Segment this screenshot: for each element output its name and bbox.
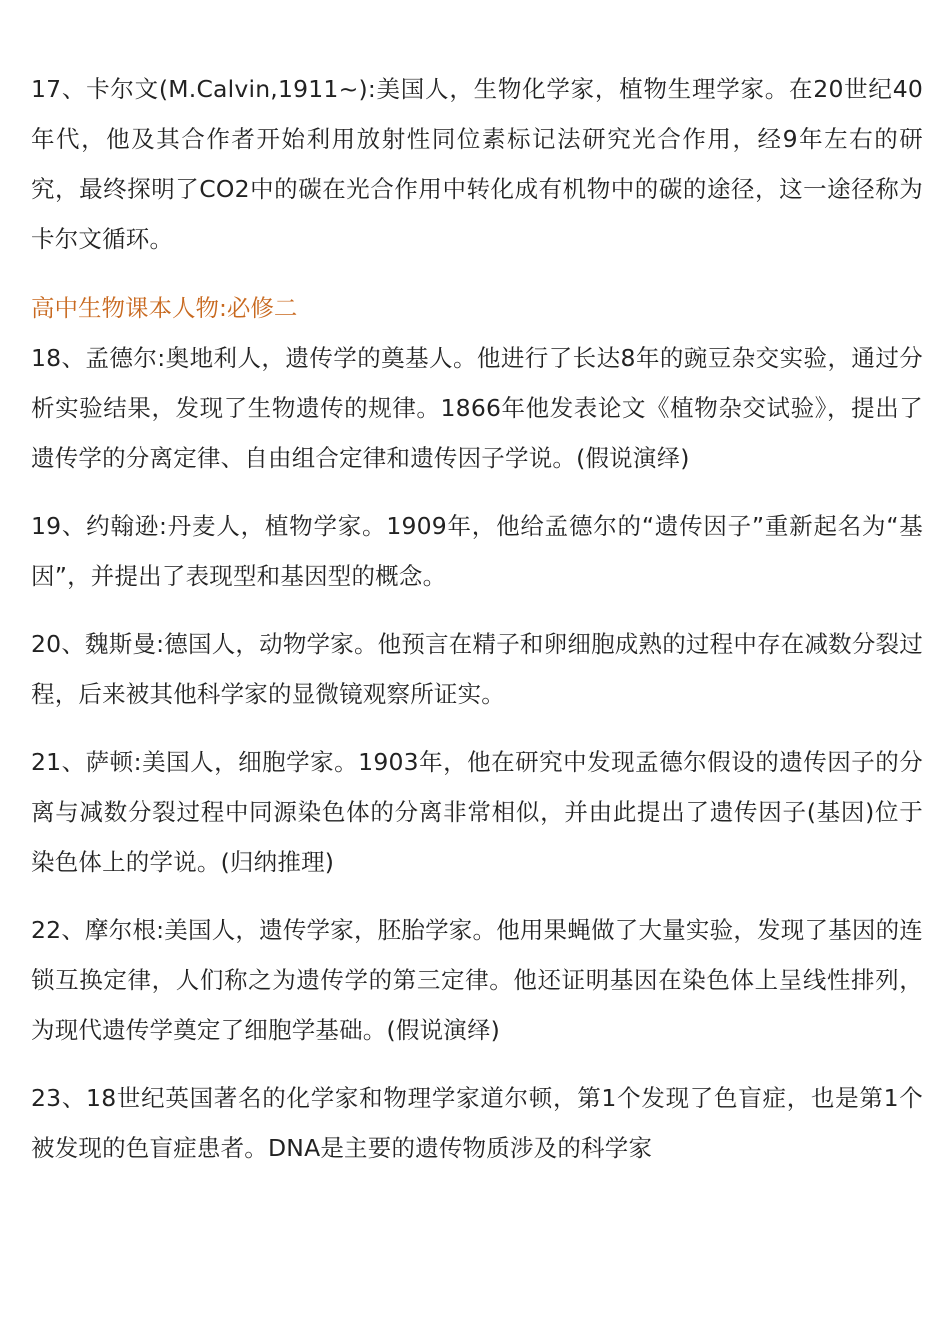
paragraph-17-calvin: 17、卡尔文(M.Calvin,1911~):美国人，生物化学家，植物生理学家。在20世纪40年代，他及其合作者开始利用放射性同位素标记法研究光合作用，经9年左右的研究，最终探明了CO2中的碳在光合作用中转化成有机物中的碳的途径，这一途径称为卡尔文循环。 — [31, 75, 923, 253]
paragraph-18-mendel: 18、孟德尔:奥地利人，遗传学的奠基人。他进行了长达8年的豌豆杂交实验，通过分析实验结果，发现了生物遗传的规律。1866年他发表论文《植物杂交试验》，提出了遗传学的分离定律、自由组合定律和遗传因子学说。(假说演绎) — [31, 344, 923, 472]
paragraph-19-johannsen: 19、约翰逊:丹麦人，植物学家。1909年，他给孟德尔的“遗传因子”重新起名为“基因”，并提出了表现型和基因型的概念。 — [31, 512, 923, 590]
section-heading: 高中生物课本人物:必修二 — [31, 294, 298, 322]
paragraph-23-dalton: 23、18世纪英国著名的化学家和物理学家道尔顿，第1个发现了色盲症，也是第1个被发现的色盲症患者。DNA是主要的遗传物质涉及的科学家 — [31, 1084, 923, 1162]
paragraph-21-sutton: 21、萨顿:美国人，细胞学家。1903年，他在研究中发现孟德尔假设的遗传因子的分离与减数分裂过程中同源染色体的分离非常相似，并由此提出了遗传因子(基因)位于染色体上的学说。(归纳推理) — [31, 748, 923, 876]
paragraph-22-morgan: 22、摩尔根:美国人，遗传学家，胚胎学家。他用果蝇做了大量实验，发现了基因的连锁互换定律，人们称之为遗传学的第三定律。他还证明基因在染色体上呈线性排列，为现代遗传学奠定了细胞学基础。(假说演绎) — [31, 916, 923, 1044]
paragraph-20-weismann: 20、魏斯曼:德国人，动物学家。他预言在精子和卵细胞成熟的过程中存在减数分裂过程，后来被其他科学家的显微镜观察所证实。 — [31, 630, 923, 708]
document-page — [31, 64, 923, 1173]
